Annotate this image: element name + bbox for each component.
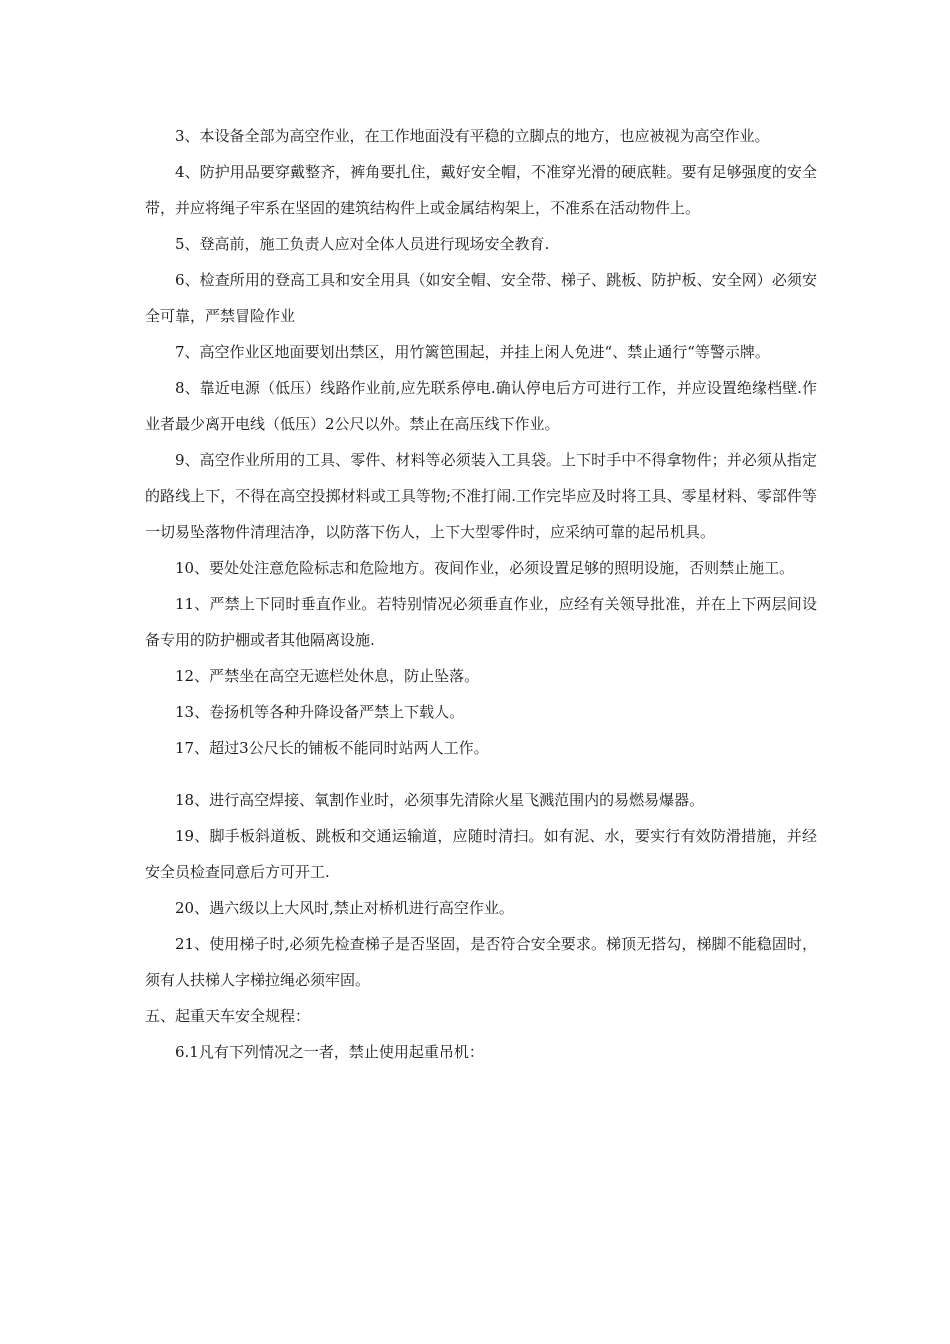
paragraph-item-9: 9、高空作业所用的工具、零件、材料等必须装入工具袋。上下时手中不得拿物件；并必须从指定的路线上下，不得在高空投掷材料或工具等物;不准打闹.工作完毕应及时将工具、零星材料、零部件等一切易坠落物件清理洁净，以防落下伤人，上下大型零件时，应采纳可靠的起吊机具。 bbox=[145, 451, 817, 541]
paragraph-item-3: 3、本设备全部为高空作业，在工作地面没有平稳的立脚点的地方，也应被视为高空作业。 bbox=[175, 127, 770, 145]
paragraph-item-21: 21、使用梯子时,必须先检查梯子是否坚固，是否符合安全要求。梯顶无搭勾，梯脚不能稳固时，须有人扶梯人字梯拉绳必须牢固。 bbox=[145, 935, 817, 989]
paragraph-item-20: 20、遇六级以上大风时,禁止对桥机进行高空作业。 bbox=[175, 899, 514, 917]
paragraph-item-5: 5、登高前，施工负责人应对全体人员进行现场安全教育. bbox=[175, 235, 550, 253]
paragraph-item-12: 12、严禁坐在高空无遮栏处休息，防止坠落。 bbox=[175, 667, 480, 685]
paragraph-item-8: 8、靠近电源（低压）线路作业前,应先联系停电.确认停电后方可进行工作，并应设置绝缘档壁.作业者最少离开电线（低压）2公尺以外。禁止在高压线下作业。 bbox=[145, 379, 817, 433]
paragraph-item-11: 11、严禁上下同时垂直作业。若特别情况必须垂直作业，应经有关领导批准，并在上下两层间设备专用的防护棚或者其他隔离设施. bbox=[145, 595, 817, 649]
section-heading: 五、起重天车安全规程： bbox=[145, 1007, 311, 1025]
paragraph-item-6: 6、检查所用的登高工具和安全用具（如安全帽、安全带、梯子、跳板、防护板、安全网）必须安全可靠，严禁冒险作业 bbox=[145, 271, 817, 325]
paragraph-item-7: 7、高空作业区地面要划出禁区，用竹篱笆围起，并挂上闲人免进“、禁止通行“等警示牌。 bbox=[175, 343, 770, 361]
paragraph-item-4: 4、防护用品要穿戴整齐，裤角要扎住，戴好安全帽，不准穿光滑的硬底鞋。要有足够强度的安全带，并应将绳子牢系在坚固的建筑结构件上或金属结构架上，不准系在活动物件上。 bbox=[145, 163, 817, 217]
paragraph-item-10: 10、要处处注意危险标志和危险地方。夜间作业，必须设置足够的照明设施，否则禁止施工。 bbox=[175, 559, 795, 577]
document-body bbox=[145, 118, 817, 1070]
paragraph-item-18: 18、进行高空焊接、氧割作业时，必须事先清除火星飞溅范围内的易燃易爆器。 bbox=[175, 791, 705, 809]
paragraph-item-19: 19、脚手板斜道板、跳板和交通运输道，应随时清扫。如有泥、水，要实行有效防滑措施，并经安全员检查同意后方可开工. bbox=[145, 827, 817, 881]
paragraph-item-13: 13、卷扬机等各种升降设备严禁上下载人。 bbox=[175, 703, 465, 721]
paragraph-item-17: 17、超过3公尺长的铺板不能同时站两人工作。 bbox=[175, 739, 489, 757]
sub-item-6-1: 6.1凡有下列情况之一者，禁止使用起重吊机： bbox=[175, 1043, 484, 1061]
